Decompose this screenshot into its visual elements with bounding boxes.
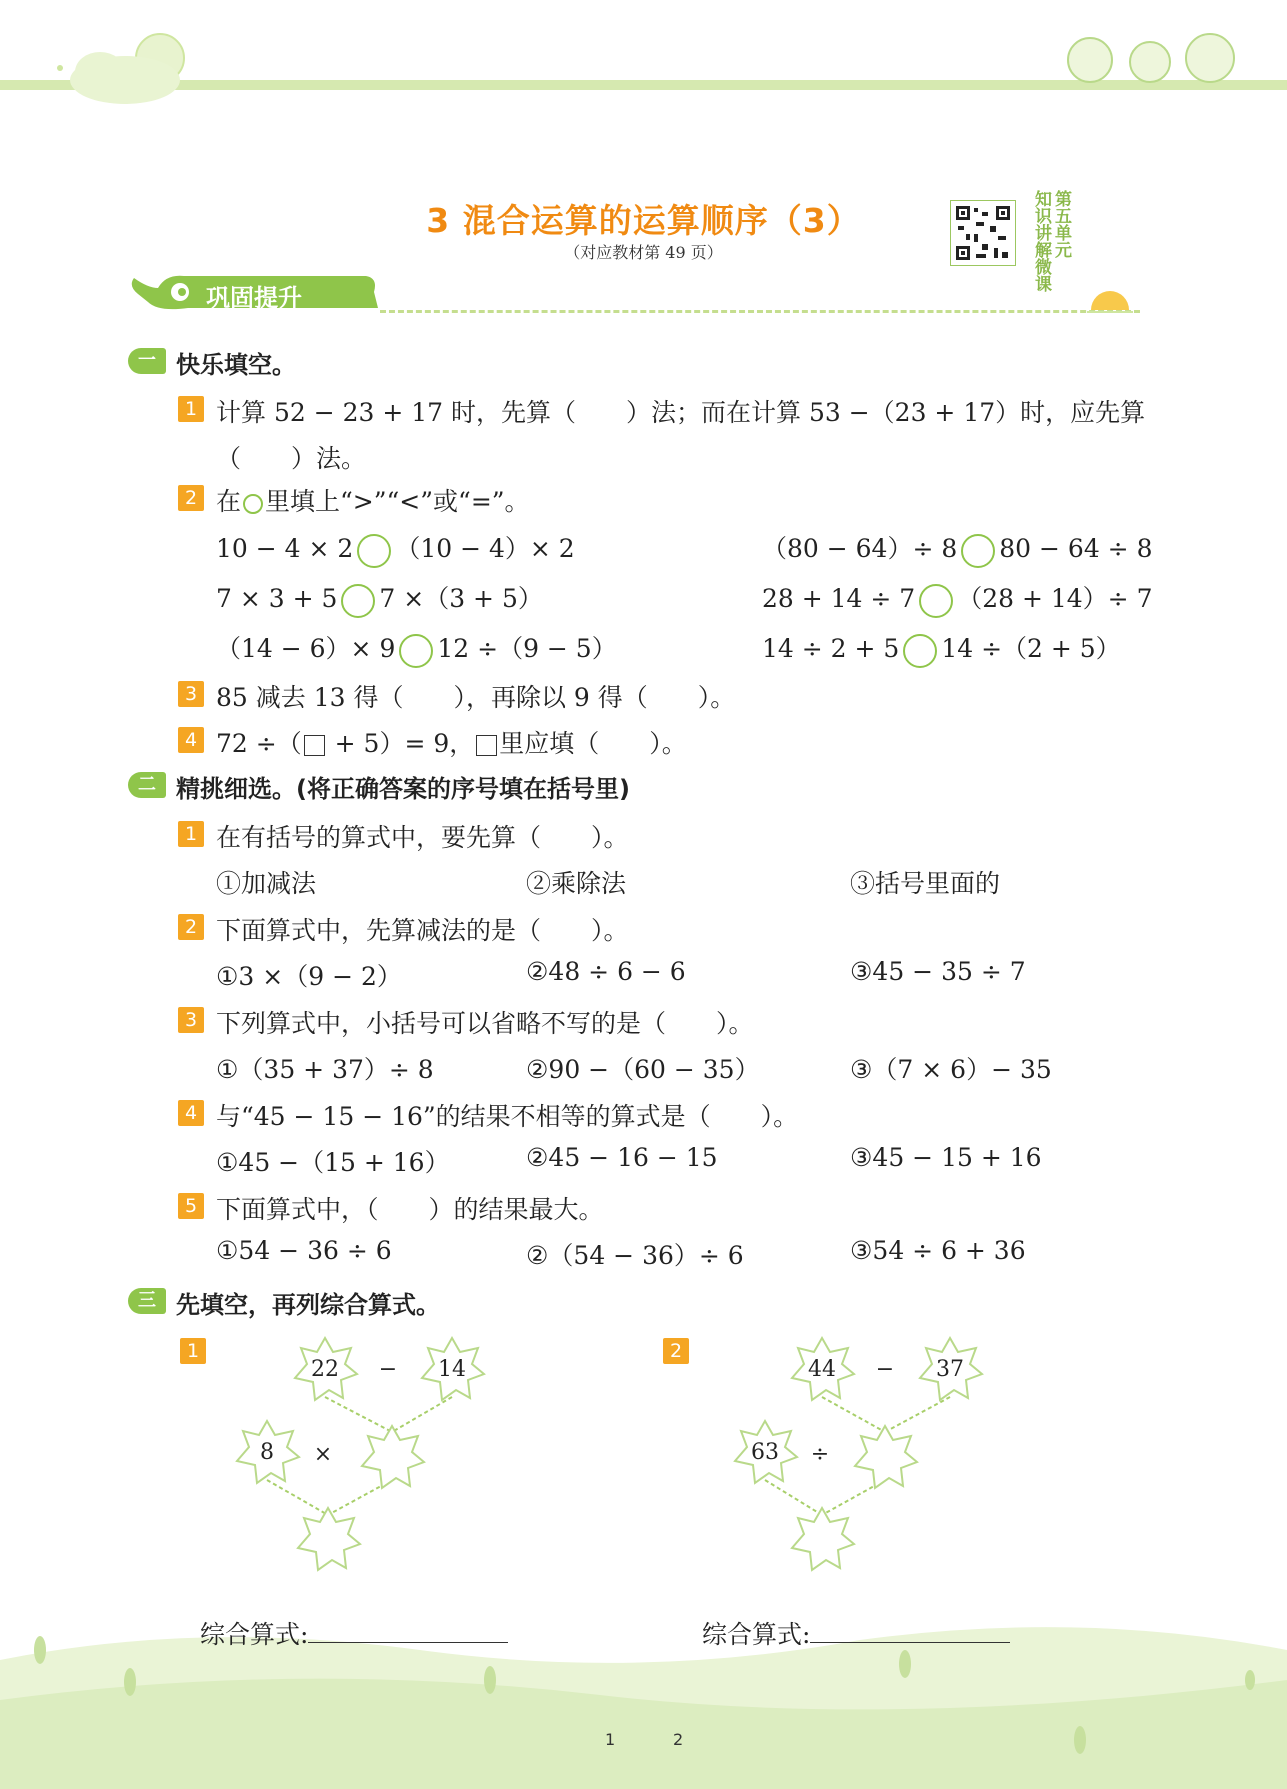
tree-mid-op: ÷ (810, 1442, 830, 1467)
question-number: 2 (663, 1338, 689, 1364)
option[interactable]: ①3 ×（9 − 2） (216, 962, 402, 991)
page-title: 3 混合运算的运算顺序（3） (426, 201, 861, 240)
option[interactable]: ③（7 × 6）− 35 (850, 1055, 1052, 1084)
question-text: 下面算式中，（ ）的结果最大。 (216, 1195, 604, 1224)
question-prefix: 在 (216, 487, 242, 516)
unit-label-right: 第五单元 (1051, 190, 1071, 258)
formula-line (702, 1615, 1010, 1651)
question-number: 1 (178, 821, 204, 847)
star-cell[interactable] (362, 1426, 424, 1488)
q4-part-b: + 5）= 9， (326, 729, 475, 758)
option[interactable]: ②（54 − 36）÷ 6 (526, 1241, 744, 1270)
option[interactable]: ①54 − 36 ÷ 6 (216, 1236, 392, 1265)
option[interactable]: ②乘除法 (526, 869, 627, 898)
question-number: 2 (178, 485, 204, 511)
formula-label: 综合算式: (702, 1620, 811, 1649)
question-text: 下列算式中，小括号可以省略不写的是（ ）。 (216, 1009, 754, 1038)
question-number: 2 (178, 914, 204, 940)
q4-part-a: 72 ÷（ (216, 729, 302, 758)
tree-top-right: 14 (438, 1357, 466, 1382)
section-title: 先填空，再列综合算式。 (176, 1291, 440, 1319)
tree-top-left: 44 (808, 1357, 836, 1382)
expr-right: （28 + 14）÷ 7 (957, 584, 1153, 613)
section-badge: 二 (128, 772, 166, 798)
tree-top-op: − (378, 1357, 398, 1382)
option[interactable]: ③45 − 15 + 16 (850, 1143, 1042, 1172)
section-badge: 三 (128, 1288, 166, 1314)
question-text: 85 减去 13 得（ ），再除以 9 得（ ）。 (216, 683, 736, 712)
option[interactable]: ②48 ÷ 6 − 6 (526, 957, 686, 986)
question-text: 下面算式中，先算减法的是（ ）。 (216, 916, 629, 945)
question-number: 1 (180, 1338, 206, 1364)
expr-right: （10 − 4）× 2 (395, 534, 575, 563)
expr-left: 14 ÷ 2 + 5 (762, 634, 900, 663)
page-number-right: 2 (673, 1730, 684, 1749)
expr-right: 7 ×（3 + 5） (379, 584, 543, 613)
question-text: （ ）法。 (216, 444, 367, 473)
star-cell[interactable] (792, 1508, 854, 1570)
formula-label: 综合算式: (200, 1620, 309, 1649)
tree-top-op: − (875, 1357, 895, 1382)
option[interactable]: ②45 − 16 − 15 (526, 1143, 718, 1172)
unit-label-left: 知识讲解微课 (1031, 190, 1051, 292)
expr-left: 10 − 4 × 2 (216, 534, 354, 563)
expr-left: 28 + 14 ÷ 7 (762, 584, 916, 613)
option[interactable]: ①（35 + 37）÷ 8 (216, 1055, 434, 1084)
hills-background (0, 1620, 1287, 1789)
star-cell[interactable] (855, 1426, 917, 1488)
formula-blank[interactable] (308, 1620, 508, 1643)
page-subtitle: （对应教材第 49 页） (564, 243, 723, 262)
question-number: 3 (178, 681, 204, 707)
formula-blank[interactable] (810, 1620, 1010, 1643)
tree-top-right: 37 (936, 1357, 964, 1382)
page-number-left: 1 (605, 1730, 616, 1749)
question-number: 4 (178, 1100, 204, 1126)
tree-mid-left: 8 (260, 1440, 274, 1465)
question-number: 5 (178, 1193, 204, 1219)
option[interactable]: ①45 −（15 + 16） (216, 1148, 450, 1177)
banner-title: 巩固提升 (206, 284, 302, 312)
option[interactable]: ②90 −（60 − 35） (526, 1055, 760, 1084)
option[interactable]: ①加减法 (216, 869, 317, 898)
question-text: 计算 52 − 23 + 17 时，先算（ ）法；而在计算 53 −（23 + 17）时，应先算 (216, 398, 1146, 427)
option[interactable]: ③括号里面的 (850, 869, 1001, 898)
formula-line (200, 1615, 508, 1651)
section-title: 快乐填空。 (176, 351, 296, 379)
expr-left: 7 × 3 + 5 (216, 584, 338, 613)
expr-right: 12 ÷（9 − 5） (437, 634, 617, 663)
question-number: 1 (178, 396, 204, 422)
expr-right: 80 − 64 ÷ 8 (999, 534, 1153, 563)
question-text: 在有括号的算式中，要先算（ ）。 (216, 823, 629, 852)
option[interactable]: ③45 − 35 ÷ 7 (850, 957, 1026, 986)
q4-part-c: 里应填（ ）。 (499, 729, 687, 758)
question-number: 3 (178, 1007, 204, 1033)
tree-mid-left: 63 (751, 1440, 779, 1465)
expr-left: （80 − 64）÷ 8 (762, 534, 958, 563)
tree-mid-op: × (313, 1442, 333, 1467)
expr-right: 14 ÷（2 + 5） (941, 634, 1121, 663)
question-suffix: 里填上“>”“<”或“=”。 (265, 487, 530, 516)
section-badge: 一 (128, 348, 166, 374)
question-number: 4 (178, 727, 204, 753)
section-title: 精挑细选。(将正确答案的序号填在括号里) (176, 775, 630, 803)
option[interactable]: ③54 ÷ 6 + 36 (850, 1236, 1026, 1265)
star-cell[interactable] (298, 1508, 360, 1570)
expr-left: （14 − 6）× 9 (216, 634, 396, 663)
tree-top-left: 22 (311, 1357, 339, 1382)
question-text: 与“45 − 15 − 16”的结果不相等的算式是（ ）。 (216, 1102, 799, 1131)
